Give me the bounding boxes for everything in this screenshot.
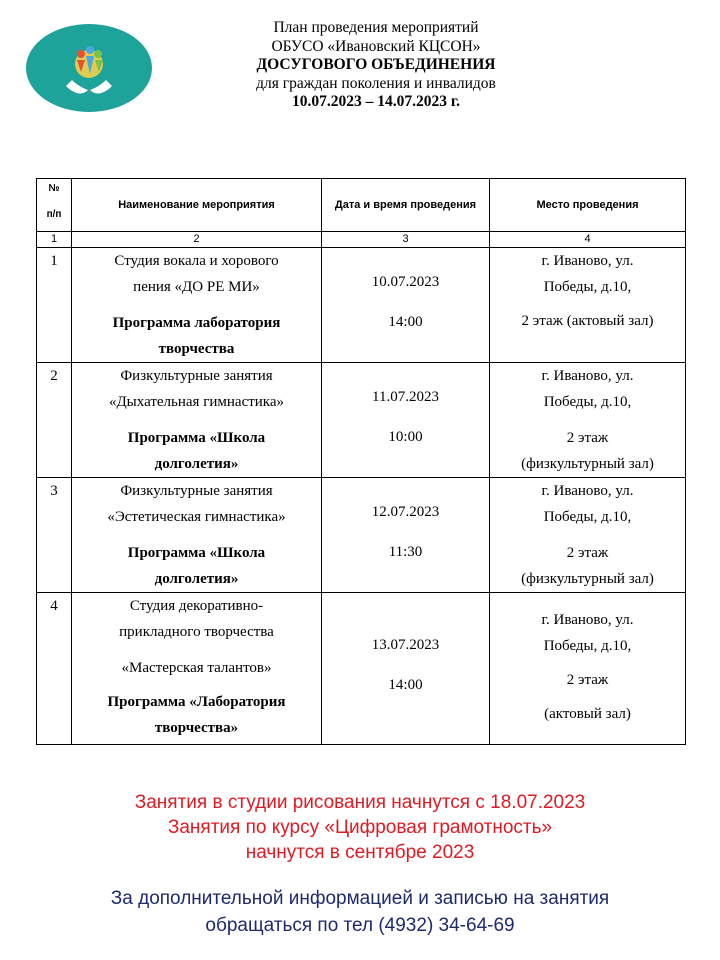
place-line: (физкультурный зал) xyxy=(521,571,654,587)
header-cell-number: № п/п xyxy=(37,179,72,232)
event-name-line: Студия вокала и хорового xyxy=(114,253,279,269)
organization-logo xyxy=(26,24,152,112)
event-date: 13.07.2023 xyxy=(371,637,440,653)
place-line: (актовый зал) xyxy=(544,706,631,722)
event-name-line: «Мастерская талантов» xyxy=(121,660,272,676)
event-time: 14:00 xyxy=(388,677,423,693)
event-name-line: пения «ДО РЕ МИ» xyxy=(133,279,260,295)
place-line: Победы, д.10, xyxy=(543,638,632,654)
place-line: г. Иваново, ул. xyxy=(541,612,634,628)
event-place-cell xyxy=(490,478,686,593)
event-place-cell xyxy=(490,593,686,745)
event-name-cell xyxy=(72,478,322,593)
place-line: 2 этаж xyxy=(566,430,609,446)
table-index-row xyxy=(37,232,686,248)
row-number: 1 xyxy=(37,248,72,363)
place-line: г. Иваново, ул. xyxy=(541,368,634,384)
contact-line: За дополнительной информацией и записью на занятия xyxy=(110,888,610,909)
place-line: Победы, д.10, xyxy=(543,279,632,295)
event-name-line: прикладного творчества xyxy=(119,624,274,640)
event-name-cell xyxy=(72,593,322,745)
event-date: 10.07.2023 xyxy=(371,274,440,290)
header-line-dates: 10.07.2023 – 14.07.2023 г. xyxy=(291,93,461,110)
event-place-cell xyxy=(490,248,686,363)
row-number: 2 xyxy=(37,363,72,478)
place-line: Победы, д.10, xyxy=(543,509,632,525)
event-time: 10:00 xyxy=(388,429,423,445)
event-name-line: Студия декоративно- xyxy=(129,598,264,614)
table-row xyxy=(37,248,686,363)
header-cell-date: Дата и время проведения xyxy=(322,179,490,232)
index-cell: 2 xyxy=(72,232,322,248)
header-cell-place: Место проведения xyxy=(490,179,686,232)
table-row xyxy=(37,593,686,745)
event-name-line: Физкультурные занятия xyxy=(120,368,273,384)
event-program-line: Программа «Лаборатория xyxy=(107,694,286,710)
event-datetime-cell xyxy=(322,478,490,593)
event-program-line: Программа лаборатория xyxy=(112,315,281,331)
index-cell: 1 xyxy=(37,232,72,248)
table-row xyxy=(37,478,686,593)
event-name-line: «Эстетическая гимнастика» xyxy=(107,509,286,525)
index-cell: 4 xyxy=(490,232,686,248)
event-place-cell xyxy=(490,363,686,478)
place-line: Победы, д.10, xyxy=(543,394,632,410)
event-program-line: долголетия» xyxy=(154,571,239,587)
place-line: г. Иваново, ул. xyxy=(541,483,634,499)
event-date: 12.07.2023 xyxy=(371,504,440,520)
header-line-audience: для граждан поколения и инвалидов xyxy=(256,74,496,92)
index-cell: 3 xyxy=(322,232,490,248)
event-program-line: Программа «Школа xyxy=(127,545,266,561)
event-datetime-cell xyxy=(322,363,490,478)
event-time: 11:30 xyxy=(388,544,423,560)
event-datetime-cell xyxy=(322,593,490,745)
contact-notice xyxy=(0,885,720,939)
header-line-plan: План проведения мероприятий xyxy=(273,19,479,36)
row-number: 4 xyxy=(37,593,72,745)
header-line-association: ДОСУГОВОГО ОБЪЕДИНЕНИЯ xyxy=(256,56,496,73)
contact-phone-line: обращаться по тел (4932) 34-64-69 xyxy=(205,915,515,936)
event-name-line: «Дыхательная гимнастика» xyxy=(108,394,285,410)
header-cell-name: Наименование мероприятия xyxy=(72,179,322,232)
event-date: 11.07.2023 xyxy=(372,389,439,405)
schedule-notice xyxy=(0,790,720,865)
hands-people-logo-icon xyxy=(26,24,152,112)
event-time: 14:00 xyxy=(388,314,423,330)
place-line: 2 этаж xyxy=(566,545,609,561)
event-program-line: творчества xyxy=(158,341,235,357)
notice-line: Занятия по курсу «Цифровая грамотность» xyxy=(167,817,553,838)
event-name-cell xyxy=(72,248,322,363)
table-row xyxy=(37,363,686,478)
place-line: 2 этаж (актовый зал) xyxy=(521,313,654,329)
place-line: (физкультурный зал) xyxy=(521,456,654,472)
table-header-row xyxy=(37,179,686,232)
event-name-cell xyxy=(72,363,322,478)
event-program-line: Программа «Школа xyxy=(127,430,266,446)
document-header xyxy=(200,19,552,112)
row-number: 3 xyxy=(37,478,72,593)
event-program-line: творчества» xyxy=(154,720,239,736)
events-table xyxy=(36,178,686,745)
place-line: г. Иваново, ул. xyxy=(541,253,634,269)
place-line: 2 этаж xyxy=(566,672,609,688)
notice-line: начнутся в сентябре 2023 xyxy=(245,842,475,863)
header-line-organization: ОБУСО «Ивановский КЦСОН» xyxy=(271,37,481,55)
event-name-line: Физкультурные занятия xyxy=(120,483,273,499)
notice-line: Занятия в студии рисования начнутся с 18.07.2023 xyxy=(134,792,586,813)
event-datetime-cell xyxy=(322,248,490,363)
event-program-line: долголетия» xyxy=(154,456,239,472)
